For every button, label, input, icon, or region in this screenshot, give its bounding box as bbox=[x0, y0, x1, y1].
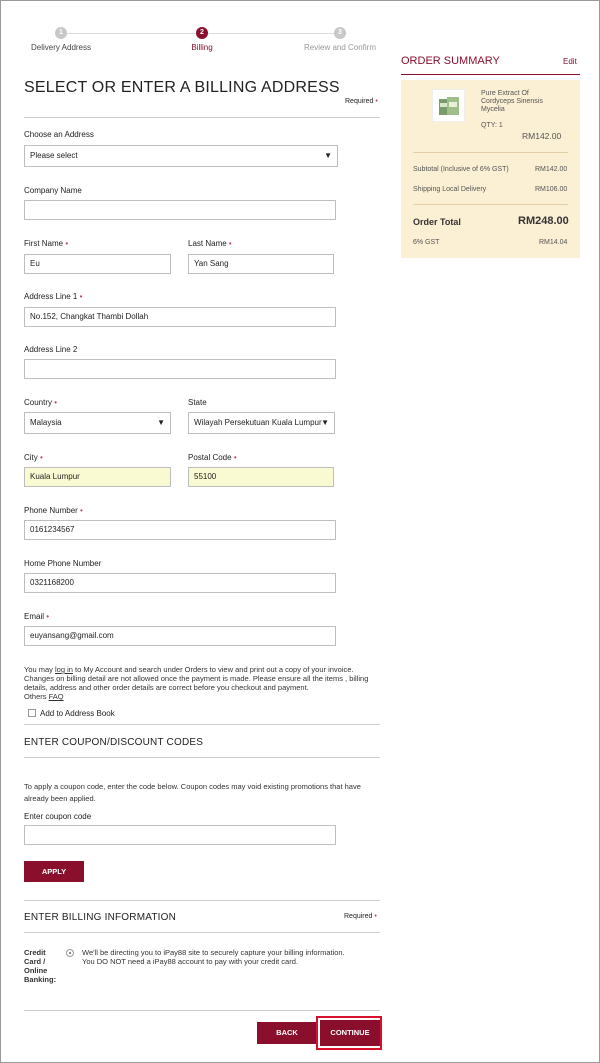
order-summary-edit-link[interactable]: Edit bbox=[563, 57, 577, 66]
order-summary-title: ORDER SUMMARY bbox=[401, 55, 500, 67]
email-text: Email bbox=[24, 612, 45, 621]
first-name-input[interactable]: Eu bbox=[24, 254, 171, 274]
required-marker: • bbox=[54, 398, 58, 407]
required-marker: • bbox=[40, 453, 43, 462]
last-name-input[interactable]: Yan Sang bbox=[188, 254, 334, 274]
required-marker: • bbox=[233, 453, 237, 462]
first-name-text: First Name bbox=[24, 239, 64, 248]
product-image-icon bbox=[433, 90, 466, 123]
state-label: State bbox=[188, 398, 207, 407]
summary-separator bbox=[413, 152, 568, 153]
required-marker: • bbox=[374, 913, 377, 920]
order-total-value: RM248.00 bbox=[518, 215, 569, 227]
product-price: RM142.00 bbox=[522, 131, 562, 141]
required-marker: • bbox=[65, 239, 69, 248]
phone-label bbox=[24, 506, 83, 515]
home-phone-label: Home Phone Number bbox=[24, 559, 102, 568]
required-marker: • bbox=[80, 506, 83, 515]
email-label bbox=[24, 612, 49, 621]
summary-separator bbox=[413, 204, 568, 205]
first-name-label bbox=[24, 239, 68, 248]
required-text: Required bbox=[344, 913, 373, 920]
country-text: Country bbox=[24, 398, 53, 407]
company-label: Company Name bbox=[24, 186, 82, 195]
coupon-description bbox=[24, 782, 384, 803]
country-select[interactable] bbox=[24, 412, 171, 434]
address1-label bbox=[24, 292, 82, 301]
step-delivery-address[interactable] bbox=[6, 27, 116, 52]
billing-required-note bbox=[344, 913, 377, 920]
postal-input[interactable]: 55100 bbox=[188, 467, 334, 487]
postal-text: Postal Code bbox=[188, 453, 232, 462]
last-name-label bbox=[188, 239, 232, 248]
required-marker: • bbox=[79, 292, 83, 301]
info-prefix: You may bbox=[24, 665, 55, 674]
info-line2: Changes on billing detail are not allowed once the payment is made. Please ensure all the items , billing bbox=[24, 674, 369, 683]
section-divider bbox=[24, 724, 380, 725]
coupon-code-input[interactable] bbox=[24, 825, 336, 845]
phone-input[interactable]: 0161234567 bbox=[24, 520, 336, 540]
required-marker: • bbox=[375, 98, 378, 105]
coupon-code-label: Enter coupon code bbox=[24, 812, 92, 821]
add-to-address-book-checkbox[interactable] bbox=[28, 709, 36, 717]
product-qty: QTY: 1 bbox=[481, 122, 503, 129]
step-billing bbox=[147, 27, 257, 52]
city-text: City bbox=[24, 453, 38, 462]
add-to-address-book-label: Add to Address Book bbox=[40, 709, 115, 718]
login-link[interactable]: log in bbox=[55, 665, 73, 674]
info-line3: details, address and other order details are correct before you checkout and payment. bbox=[24, 683, 309, 692]
shipping-value: RM106.00 bbox=[535, 186, 568, 193]
email-input[interactable]: euyansang@gmail.com bbox=[24, 626, 336, 646]
billing-title-divider bbox=[24, 932, 380, 933]
method-desc-line2: You DO NOT need a iPay88 account to pay with your credit card. bbox=[82, 957, 298, 966]
required-text: Required bbox=[345, 98, 374, 105]
address1-text: Address Line 1 bbox=[24, 292, 78, 301]
address1-input[interactable]: No.152, Changkat Thambi Dollah bbox=[24, 307, 336, 327]
choose-address-value: Please select bbox=[30, 151, 78, 160]
required-note bbox=[345, 98, 378, 105]
continue-button[interactable]: CONTINUE bbox=[320, 1020, 380, 1046]
section-divider bbox=[24, 900, 380, 901]
billing-info-text bbox=[24, 665, 384, 701]
state-value: Wilayah Persekutuan Kuala Lumpur bbox=[194, 418, 322, 427]
order-summary-divider bbox=[401, 74, 580, 75]
coupon-desc-line1: To apply a coupon code, enter the code below. Coupon codes may void existing promotions that have bbox=[24, 782, 361, 791]
faq-link[interactable]: FAQ bbox=[48, 692, 64, 701]
continue-highlight-box bbox=[316, 1016, 382, 1050]
chevron-down-icon: ▼ bbox=[324, 151, 332, 160]
postal-label bbox=[188, 453, 237, 462]
order-summary-box bbox=[401, 80, 580, 258]
product-name-line: Pure Extract Of bbox=[481, 90, 529, 97]
company-input[interactable] bbox=[24, 200, 336, 220]
step-review-confirm bbox=[285, 27, 395, 52]
order-total-label: Order Total bbox=[413, 217, 461, 227]
gst-label: 6% GST bbox=[413, 239, 440, 246]
phone-text: Phone Number bbox=[24, 506, 78, 515]
address2-label: Address Line 2 bbox=[24, 345, 78, 354]
step-number: 2 bbox=[196, 27, 208, 39]
step-number: 1 bbox=[55, 27, 67, 39]
method-desc-line1: We'll be directing you to iPay88 site to securely capture your billing information. bbox=[82, 948, 345, 957]
apply-button[interactable]: APPLY bbox=[24, 861, 84, 882]
step-label: Delivery Address bbox=[30, 43, 92, 52]
required-marker: • bbox=[228, 239, 232, 248]
coupon-title-divider bbox=[24, 757, 380, 758]
subtotal-label: Subtotal (Inclusive of 6% GST) bbox=[413, 166, 509, 173]
product-name[interactable] bbox=[481, 90, 543, 114]
product-thumbnail[interactable] bbox=[432, 89, 465, 122]
required-marker: • bbox=[46, 612, 50, 621]
payment-method-label bbox=[24, 948, 56, 984]
info-others: Others bbox=[24, 692, 49, 701]
info-line1-rest: to My Account and search under Orders to view and print out a copy of your invoice. bbox=[72, 665, 354, 674]
coupon-desc-line2: already been applied. bbox=[24, 794, 96, 803]
state-select[interactable] bbox=[188, 412, 335, 434]
step-number: 3 bbox=[334, 27, 346, 39]
country-value: Malaysia bbox=[30, 418, 62, 427]
method-label-line: Credit bbox=[24, 948, 46, 957]
product-name-line: Cordyceps Sinensis bbox=[481, 98, 543, 105]
subtotal-value: RM142.00 bbox=[535, 166, 568, 173]
method-label-line: Banking: bbox=[24, 975, 57, 984]
page-title: SELECT OR ENTER A BILLING ADDRESS bbox=[24, 79, 340, 96]
chevron-down-icon: ▼ bbox=[321, 418, 329, 427]
method-label-line: Online bbox=[24, 966, 48, 975]
home-phone-input[interactable]: 0321168200 bbox=[24, 573, 336, 593]
method-label-line: Card / bbox=[24, 957, 46, 966]
last-name-text: Last Name bbox=[188, 239, 227, 248]
gst-value: RM14.04 bbox=[539, 239, 568, 246]
actions-divider bbox=[24, 1010, 380, 1011]
step-label: Billing bbox=[191, 43, 213, 52]
choose-address-select[interactable] bbox=[24, 145, 338, 167]
product-name-line: Mycelia bbox=[481, 106, 505, 113]
step-label: Review and Confirm bbox=[303, 43, 377, 52]
title-divider bbox=[24, 117, 380, 118]
back-button[interactable]: BACK bbox=[257, 1022, 317, 1044]
payment-method-description bbox=[82, 948, 382, 966]
city-label bbox=[24, 453, 43, 462]
shipping-label: Shipping Local Delivery bbox=[413, 186, 487, 193]
credit-card-radio[interactable] bbox=[66, 949, 74, 957]
billing-info-section-title: ENTER BILLING INFORMATION bbox=[24, 912, 177, 923]
coupon-section-title: ENTER COUPON/DISCOUNT CODES bbox=[24, 737, 204, 748]
chevron-down-icon: ▼ bbox=[157, 418, 165, 427]
city-input[interactable]: Kuala Lumpur bbox=[24, 467, 171, 487]
choose-address-label: Choose an Address bbox=[24, 130, 94, 139]
country-label bbox=[24, 398, 57, 407]
address2-input[interactable] bbox=[24, 359, 336, 379]
